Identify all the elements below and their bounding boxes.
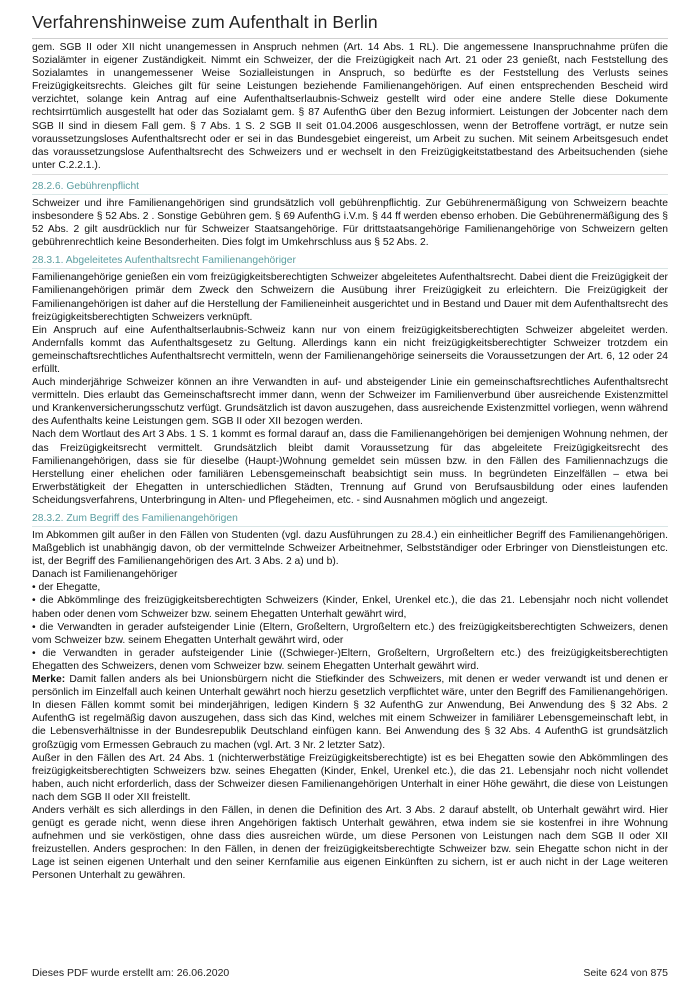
created-date: Dieses PDF wurde erstellt am: 26.06.2020 <box>32 967 230 979</box>
bullet-item: • der Ehegatte, <box>32 582 101 594</box>
bullet-item: • die Abkömmlinge des freizügigkeitsberechtigten Schweizers (Kinder, Enkel, Urenkel etc.), die das 21. Lebensjahr noch nicht vollendet haben oder denen vom Schweizer bzw. seinem Ehegatten Unterhalt gewährt wird, <box>32 595 668 620</box>
paragraph: Familienangehörige genießen ein vom freizügigkeitsberechtigten Schweizer abgeleitetes Aufenthaltsrecht. Dabei dient die Freizügigkeit der Familienangehörigen primär dem Zweck den Schweizern die Ausübung ihrer Freizügigkeit zu erleichtern. Die Freizügigkeit der Familienangehörigen ist daher auf die Herstellung der Familieneinheit ausgerichtet und in Bestand und Dauer mit dem Aufenthaltsrecht des freizügigkeitsberechtigten Schweizers verknüpft. <box>32 272 668 323</box>
merke-text: Damit fallen anders als bei Unionsbürgern nicht die Stiefkinder des Schweizers, mit denen er weder verwandt ist und denen er persönlich im Einzelfall auch keinen Unterhalt gewährt noch hierzu gesetzlich verpflichtet wäre, unter den Begriff des Familienangehörigen. In diesen Fällen kommt somit bei minderjährigen, ledigen Kindern § 32 AufenthG zur Anwendung, Bei Anwendung des § 32 Abs. 2 AufenthG ist regelmäßig davon auszugehen, dass sich das Kind, welches mit einem Schweizer in familiärer Lebensgemeinschaft lebt, in die Lebensverhältnisse in der Bundesrepublik Deutschland einfügen kann. Bei Anwendung des § 32 Abs. 4 AufenthG ist grundsätzlich großzügig vom Ermessen Gebrauch zu machen (vgl. Art. 3 Nr. 2 letzter Satz). <box>32 674 668 751</box>
bullet-item: • die Verwandten in gerader aufsteigender Linie (Eltern, Großeltern, Urgroßeltern etc.) des freizügigkeitsberechtigten Schweizers, denen vom Schweizer bzw. seinem Ehegatten Unterhalt gewährt wird, oder <box>32 621 668 646</box>
paragraph: Anders verhält es sich allerdings in den Fällen, in denen die Definition des Art. 3 Abs. 2 darauf abstellt, ob Unterhalt gewährt wird. Hier genügt es gerade nicht, wenn diese ihren Angehörigen faktisch Unterhalt gewähren, etwa indem sie sie kostenfrei in ihre Wohnung aufnehmen und sie verköstigen, ohne dass dies ausreichen würde, um diese Personen von Leistungen nach dem SGB II oder XII freizustellen. Anders gesprochen: In den Fällen, in denen der freizügigkeitsberechtigte Schweizer bzw. sein Ehegatte schon nicht in der Lage ist seinen eigenen Unterhalt und den seiner Kernfamilie aus eigenen Einkünften zu sichern, ist er auch nicht in der Lage weiteren Personen Unterhalt zu gewähren. <box>32 804 668 882</box>
section-heading-begriff-familienangehoerigen: 28.3.2. Zum Begriff des Familienangehörigen <box>32 512 668 527</box>
paragraph: Schweizer und ihre Familienangehörigen sind grundsätzlich voll gebührenpflichtig. Zur Gebührenermäßigung von Schweizern beachte insbesondere § 52 Abs. 2 . Sonstige Gebühren gem. § 69 AufenthG i.V.m. § 44 ff werden ebenso erhoben. Die Gebührenermäßigung des § 52 Abs. 2 gilt ausdrücklich nur für Schweizer Staatsangehörige. Für drittstaatsangehörige Familienangehörige von Schweizern gelten gebührenrechtlich keine Besonderheiten. Dies folgt im Umkehrschluss aus § 52 Abs. 2. <box>32 197 668 249</box>
merke-label: Merke: <box>32 674 66 686</box>
paragraph: Außer in den Fällen des Art. 24 Abs. 1 (nichterwerbstätige Freizügigkeitsberechtigte) ist es bei Ehegatten sowie den Abkömmlingen des freizügigkeitsberechtigten Schweizers bzw. seines Ehegatten (Kinder, Enkel, Urenkel etc.), die das 21. Lebensjahr noch nicht vollendet haben, auch nicht erforderlich, dass der Schweizer diesen Familienangehörigen Unterhalt in einer Höhe gewährt, die diese von Leistungen nach dem SGB II oder XII freistellt. <box>32 752 668 803</box>
page-footer <box>32 967 668 979</box>
bullet-item: • die Verwandten in gerader aufsteigender Linie ((Schwieger-)Eltern, Großeltern, Urgroßeltern etc.) des freizügigkeitsberechtigten Ehegatten des Schweizers, denen vom Schweizer bzw. seinem Ehegatten Unterhalt gewährt wird. <box>32 647 668 672</box>
section-heading-gebuehrenpflicht: 28.2.6. Gebührenpflicht <box>32 180 668 195</box>
paragraph: Auch minderjährige Schweizer können an ihre Verwandten in auf- und absteigender Linie ein gemeinschaftsrechtliches Aufenthaltsrecht vermitteln. Dies erlaubt das Gemeinschaftsrecht immer dann, wenn der Schweizer im Familienverbund über ausreichende Existenzmittel und Krankenversicherungsschutz verfügt. Grundsätzlich ist davon auszugehen, dass ausreichende Existenzmittel vorliegen, wenn während des Aufenthalts keine Leistungen gem. SGB II oder XII bezogen werden. <box>32 377 668 428</box>
document-page <box>32 0 668 990</box>
paragraph: Danach ist Familienangehöriger <box>32 569 178 581</box>
paragraph: Ein Anspruch auf eine Aufenthaltserlaubnis-Schweiz kann nur von einem freizügigkeitsberechtigten Schweizer abgeleitet werden. Andernfalls kommt das Aufenthaltsgesetz zu Geltung. Allerdings kann ein nicht freizügigkeitsberechtigter Schweizer trotzdem ein gemeinschaftsrechtliches Aufenthaltsrecht vermitteln, wenn der Familienangehörige seinerseits die Voraussetzungen der Art. 6, 12 oder 24 erfüllt. <box>32 324 668 375</box>
intro-paragraph: gem. SGB II oder XII nicht unangemessen in Anspruch nehmen (Art. 14 Abs. 1 RL). Die angemessene Inanspruchnahme prüfen die Sozialämter in eigener Zuständigkeit. Nimmt ein Schweizer, der die Freizügigkeit nach Art. 21 oder 23 genießt, nach Feststellung des Sozialamtes in unangemessener Weise Sozialleistungen in Anspruch, so bedürfte es der Feststellung des Verlusts seines Freizügigkeitsrechts. Gleiches gilt für seine Leistungen beziehende Familienangehörigen. Auf einen entsprechenden Bescheid wird verzichtet, solange kein Antrag auf eine Aufenthaltserlaubnis-Schweiz gestellt wird oder eine andere Stelle diese Dokumente rechtsirrtümlich ausgestellt hat oder das Sozialamt gem. § 87 AufenthG über den Bezug informiert. Leistungen der Jobcenter nach dem SGB II sind in diesem Fall gem. § 7 Abs. 1 S. 2 SGB II seit 01.04.2006 ausgeschlossen, wenn der Betroffene vorträgt, er nutze sein voraussetzungsloses Aufenthaltsrecht oder er sei in das Bundesgebiet eingereist, um Arbeit zu suchen. Mit seinem Arbeitsgesuch endet das voraussetzungslose Aufenthaltsrecht des Schweizers und er wechselt in den Freizügigkeitstatbestand des Arbeitsuchenden (siehe unter C.2.2.1.). <box>32 41 668 175</box>
merke-paragraph <box>32 673 668 752</box>
page-title: Verfahrenshinweise zum Aufenthalt in Berlin <box>32 10 668 39</box>
document-body <box>32 41 668 883</box>
page-number: Seite 624 von 875 <box>583 967 668 979</box>
section-heading-abgeleitetes-aufenthaltsrecht: 28.3.1. Abgeleitetes Aufenthaltsrecht Familienangehöriger <box>32 254 668 269</box>
paragraph: Nach dem Wortlaut des Art 3 Abs. 1 S. 1 kommt es formal darauf an, dass die Familienangehörigen bei demjenigen Wohnung nehmen, der das Freizügigkeitsrecht vermittelt. Grundsätzlich bleibt damit Voraussetzung für das abgeleitete Freizügigkeitsrecht des Familienangehörigen, dass sie für dieselbe (Haupt-)Wohnung gemeldet sein müssen bzw. in den Fällen des Familiennachzugs die Herstellung einer ehelichen oder familiären Lebensgemeinschaft beabsichtigt sein muss. In begründeten Einzelfällen – etwa bei Erwerbstätigkeit der Ehegatten in unterschiedlichen Städten, Trennung auf Grund von Berufsausbildung oder eines laufenden Scheidungsverfahrens, Unterbringung in Alten- und Pflegeheimen, etc. - sind Ausnahmen möglich und angezeigt. <box>32 429 668 506</box>
paragraph: Im Abkommen gilt außer in den Fällen von Studenten (vgl. dazu Ausführungen zu 28.4.) ein einheitlicher Begriff des Familienangehörigen. Maßgeblich ist unabhängig davon, ob der vermittelnde Schweizer Arbeitnehmer, Selbstständiger oder Erbringer von Dienstleistungen etc. ist, der Begriff des Familienangehörigen des Art. 3 Abs. 2 a) und b). <box>32 530 668 568</box>
